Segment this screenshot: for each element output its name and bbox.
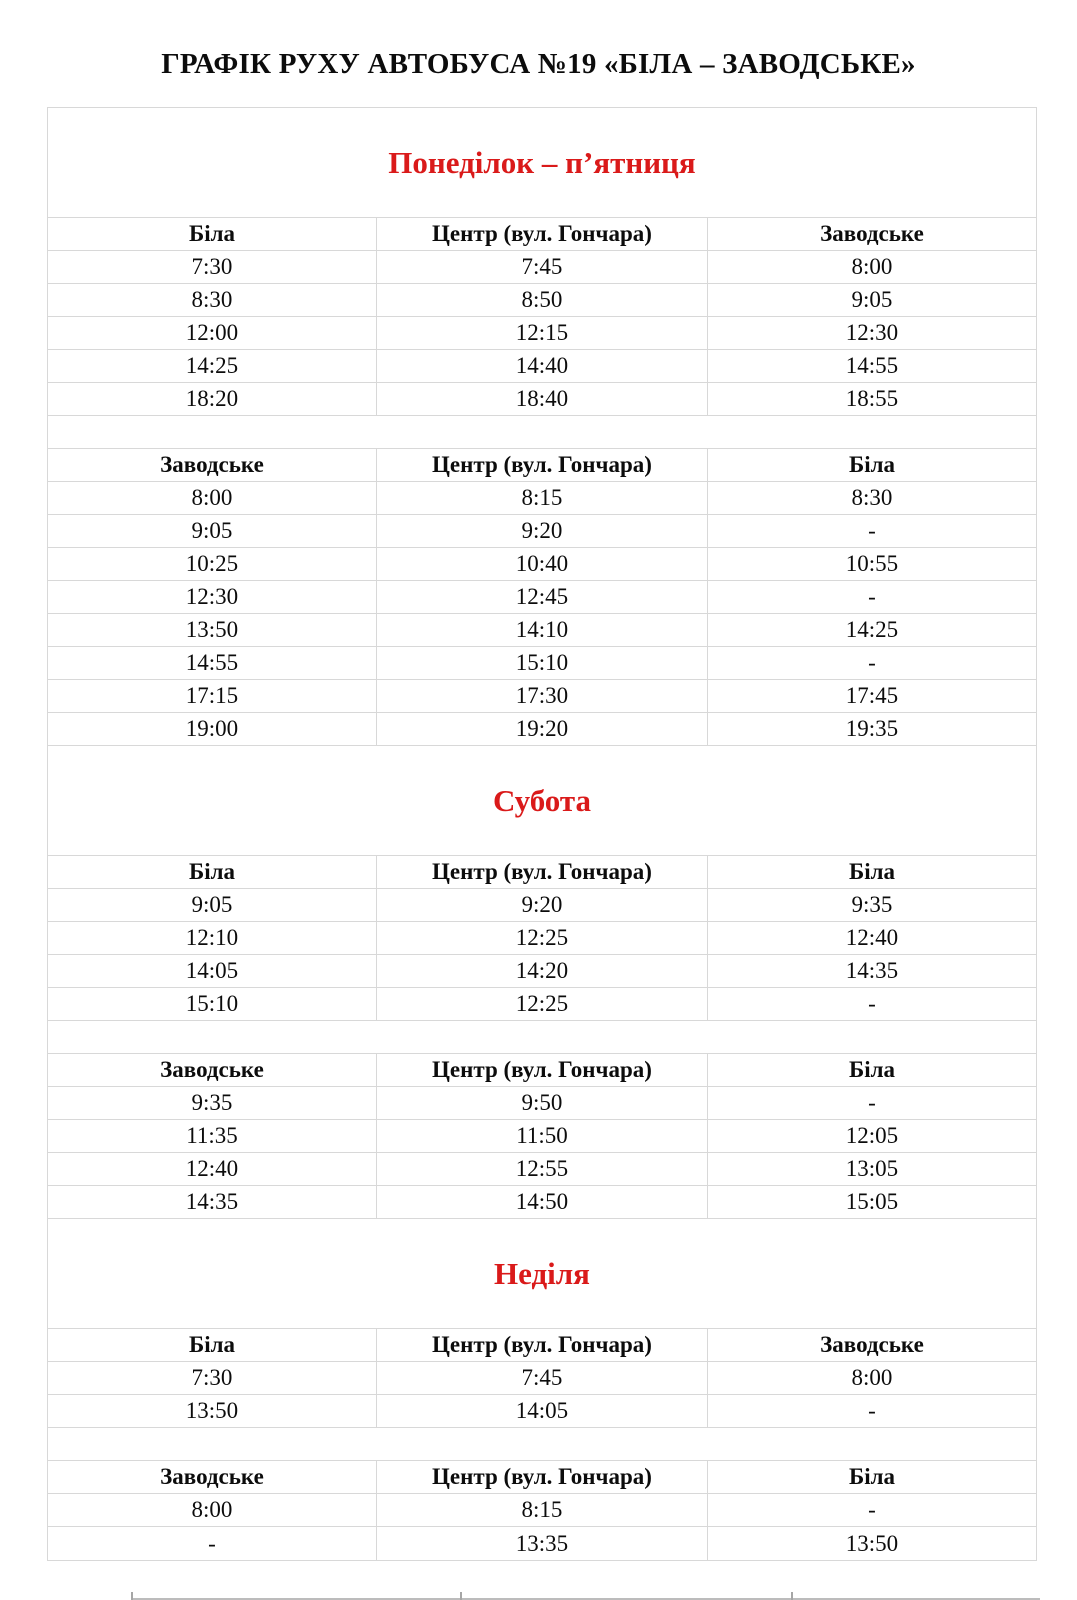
time-cell: 11:50	[377, 1120, 708, 1152]
time-cell: 14:25	[845, 617, 899, 642]
schedule-row	[48, 889, 1036, 922]
time-cell: -	[868, 1398, 876, 1423]
header-cell: Заводське	[820, 1332, 924, 1357]
header-cell: Центр (вул. Гончара)	[377, 1329, 708, 1361]
time-cell: 12:40	[845, 925, 899, 950]
time-cell: 12:00	[48, 317, 377, 349]
time-cell: 14:35	[845, 958, 899, 983]
section-title: Неділя	[494, 1255, 590, 1291]
section-title: Понеділок – п’ятниця	[388, 144, 696, 180]
time-cell: 8:00	[48, 1494, 377, 1526]
schedule-row	[48, 317, 1036, 350]
schedule-row	[48, 1395, 1036, 1428]
header-row	[48, 449, 1036, 482]
time-cell: 13:50	[48, 1395, 377, 1427]
time-cell: 12:45	[377, 581, 708, 613]
next-page-left-tick	[131, 1592, 133, 1600]
time-cell: 13:50	[845, 1530, 899, 1556]
header-cell: Заводське	[820, 221, 924, 246]
schedule-row	[48, 1186, 1036, 1219]
header-cell: Заводське	[48, 449, 377, 481]
time-cell: 13:35	[377, 1527, 708, 1560]
time-cell: 8:00	[851, 1365, 893, 1390]
time-cell: -	[868, 518, 876, 543]
time-cell: 8:30	[851, 485, 893, 510]
header-cell: Біла	[849, 859, 895, 884]
time-cell: 12:15	[377, 317, 708, 349]
time-cell: 13:50	[48, 614, 377, 646]
time-cell: 17:15	[48, 680, 377, 712]
time-cell: 18:55	[845, 386, 899, 411]
schedule-row	[48, 284, 1036, 317]
time-cell: 12:30	[48, 581, 377, 613]
schedule-table	[47, 107, 1037, 1561]
time-cell: 12:30	[845, 320, 899, 345]
time-cell: 12:10	[48, 922, 377, 954]
header-cell: Центр (вул. Гончара)	[377, 1054, 708, 1086]
time-cell: 15:10	[48, 988, 377, 1020]
time-cell: 14:55	[48, 647, 377, 679]
time-cell: 14:50	[377, 1186, 708, 1218]
schedule-row	[48, 1362, 1036, 1395]
time-cell: 9:50	[377, 1087, 708, 1119]
time-cell: 9:20	[377, 515, 708, 547]
schedule-row	[48, 1527, 1036, 1560]
time-cell: 9:20	[377, 889, 708, 921]
header-cell: Заводське	[48, 1461, 377, 1493]
time-cell: 17:45	[845, 683, 899, 708]
time-cell: 11:35	[48, 1120, 377, 1152]
time-cell: 7:30	[48, 1362, 377, 1394]
time-cell: 13:05	[845, 1156, 899, 1181]
time-cell: 19:35	[845, 716, 899, 741]
schedule-row	[48, 1120, 1036, 1153]
time-cell: 14:25	[48, 350, 377, 382]
next-page-col-tick-2	[791, 1592, 793, 1600]
page-title: ГРАФІК РУХУ АВТОБУСА №19 «БІЛА – ЗАВОДСЬКЕ»	[161, 48, 916, 80]
header-cell: Біла	[48, 218, 377, 250]
header-cell: Центр (вул. Гончара)	[377, 856, 708, 888]
next-page-table-edge	[131, 1592, 1040, 1600]
schedule-row	[48, 383, 1036, 416]
time-cell: 17:30	[377, 680, 708, 712]
time-cell: 14:05	[48, 955, 377, 987]
header-cell: Центр (вул. Гончара)	[377, 449, 708, 481]
schedule-row	[48, 680, 1036, 713]
next-page-col-tick-1	[460, 1592, 462, 1600]
header-row	[48, 1329, 1036, 1362]
time-cell: 12:40	[48, 1153, 377, 1185]
time-cell: 19:00	[48, 713, 377, 745]
schedule-row	[48, 482, 1036, 515]
time-cell: 12:25	[377, 988, 708, 1020]
schedule-row	[48, 350, 1036, 383]
time-cell: 14:10	[377, 614, 708, 646]
time-cell: 7:45	[377, 251, 708, 283]
header-row	[48, 1461, 1036, 1494]
spacer-row	[48, 1021, 1036, 1054]
time-cell: 10:25	[48, 548, 377, 580]
schedule-row	[48, 922, 1036, 955]
header-row	[48, 856, 1036, 889]
schedule-row	[48, 1494, 1036, 1527]
time-cell: 14:35	[48, 1186, 377, 1218]
header-row	[48, 1054, 1036, 1087]
schedule-row	[48, 581, 1036, 614]
time-cell: -	[868, 1497, 876, 1522]
schedule-row	[48, 1153, 1036, 1186]
schedule-row	[48, 647, 1036, 680]
schedule-row	[48, 713, 1036, 746]
time-cell: 7:30	[48, 251, 377, 283]
schedule-row	[48, 955, 1036, 988]
time-cell: 9:35	[851, 892, 893, 917]
spacer-row	[48, 1428, 1036, 1461]
schedule-row	[48, 251, 1036, 284]
header-cell: Біла	[48, 856, 377, 888]
time-cell: -	[868, 650, 876, 675]
time-cell: -	[868, 584, 876, 609]
section-title: Субота	[493, 782, 591, 818]
header-row	[48, 218, 1036, 251]
time-cell: 14:20	[377, 955, 708, 987]
time-cell: 15:10	[377, 647, 708, 679]
time-cell: 9:05	[48, 515, 377, 547]
header-cell: Заводське	[48, 1054, 377, 1086]
section-title-row	[48, 108, 1036, 218]
time-cell: 14:05	[377, 1395, 708, 1427]
section-title-row	[48, 746, 1036, 856]
time-cell: 12:55	[377, 1153, 708, 1185]
time-cell: 15:05	[845, 1189, 899, 1214]
header-cell: Центр (вул. Гончара)	[377, 1461, 708, 1493]
time-cell: 9:05	[851, 287, 893, 312]
time-cell: 12:05	[845, 1123, 899, 1148]
schedule-row	[48, 988, 1036, 1021]
schedule-row	[48, 614, 1036, 647]
time-cell: 8:00	[48, 482, 377, 514]
header-cell: Біла	[849, 1464, 895, 1489]
time-cell: 8:15	[377, 1494, 708, 1526]
schedule-row	[48, 515, 1036, 548]
time-cell: 18:40	[377, 383, 708, 415]
time-cell: 8:30	[48, 284, 377, 316]
section-title-row	[48, 1219, 1036, 1329]
time-cell: 7:45	[377, 1362, 708, 1394]
header-cell: Біла	[849, 1057, 895, 1082]
time-cell: 18:20	[48, 383, 377, 415]
time-cell: 10:55	[845, 551, 899, 576]
time-cell: -	[868, 991, 876, 1016]
time-cell: 14:40	[377, 350, 708, 382]
header-cell: Центр (вул. Гончара)	[377, 218, 708, 250]
time-cell: 8:00	[851, 254, 893, 279]
time-cell: 12:25	[377, 922, 708, 954]
time-cell: 8:15	[377, 482, 708, 514]
header-cell: Біла	[849, 452, 895, 477]
time-cell: -	[868, 1090, 876, 1115]
time-cell: 8:50	[377, 284, 708, 316]
time-cell: 14:55	[845, 353, 899, 378]
spacer-row	[48, 416, 1036, 449]
time-cell: 19:20	[377, 713, 708, 745]
time-cell: 10:40	[377, 548, 708, 580]
header-cell: Біла	[48, 1329, 377, 1361]
schedule-row	[48, 1087, 1036, 1120]
schedule-row	[48, 548, 1036, 581]
time-cell: 9:35	[48, 1087, 377, 1119]
time-cell: 9:05	[48, 889, 377, 921]
time-cell: -	[48, 1527, 377, 1560]
